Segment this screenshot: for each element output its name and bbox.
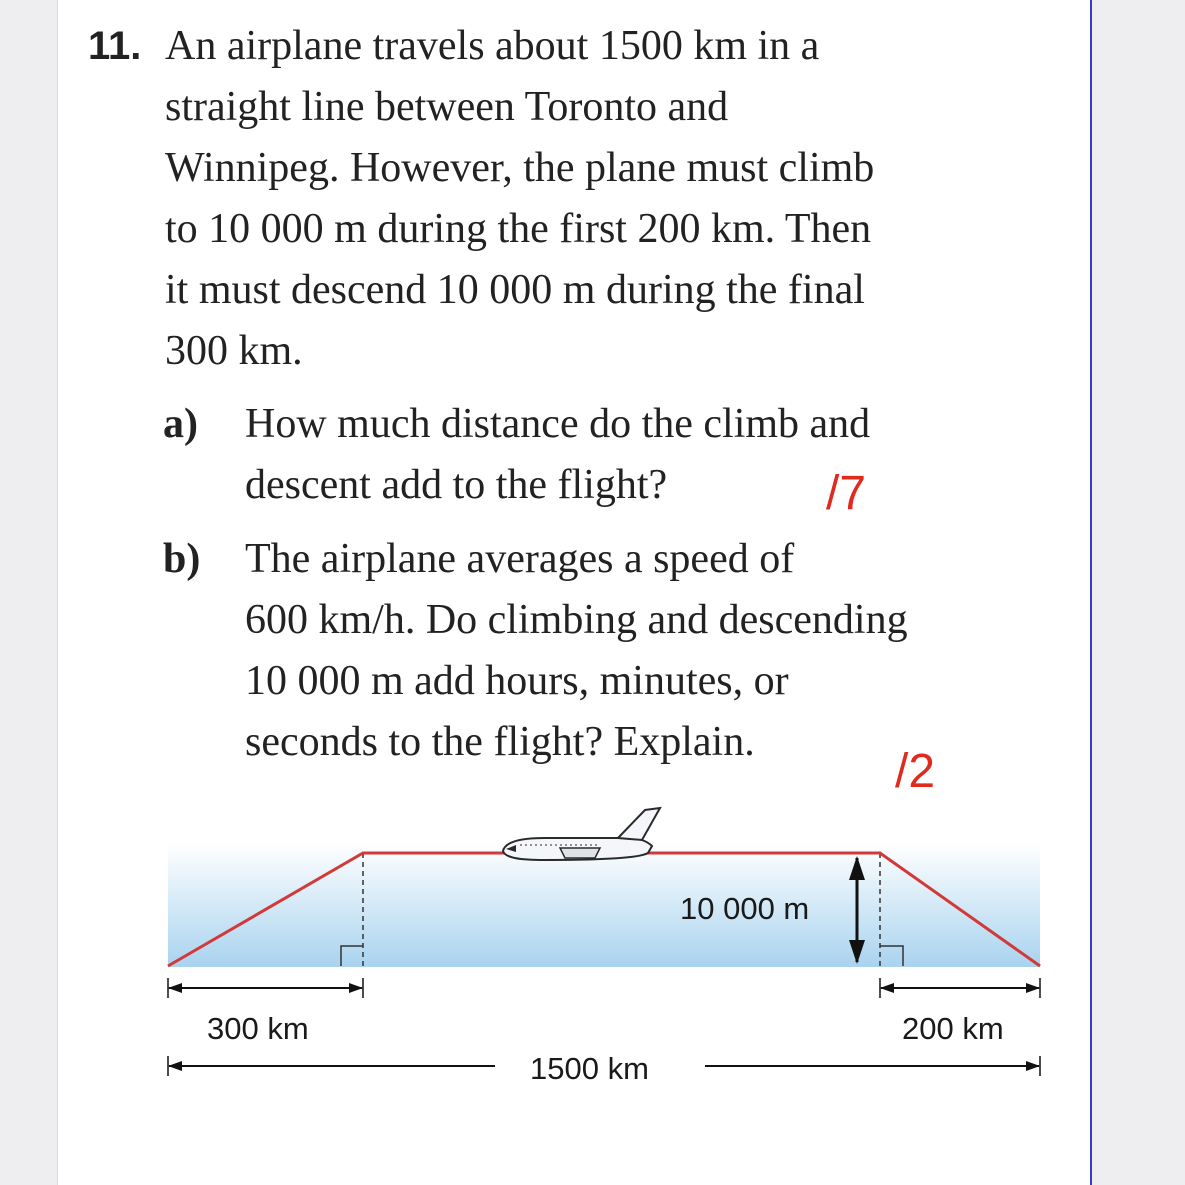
stem-line: 300 km. (165, 328, 303, 374)
stem-line: An airplane travels about 1500 km in a (165, 23, 820, 69)
part-a-line: descent add to the flight? (245, 462, 668, 508)
part-b-mark: /2 (895, 745, 936, 798)
right-segment-label: 200 km (902, 1011, 1004, 1046)
stem-line: Winnipeg. However, the plane must climb (165, 145, 875, 191)
part-a-line: How much distance do the climb and (245, 401, 871, 447)
part-b-label: b) (163, 536, 201, 582)
stem-line: it must descend 10 000 m during the final (165, 267, 865, 313)
stem-line: straight line between Toronto and (165, 84, 729, 130)
part-a-label: a) (163, 401, 198, 447)
question-number: 11. (88, 24, 142, 68)
part-a-mark: /7 (826, 467, 867, 520)
airplane-icon (503, 808, 660, 860)
total-distance-label: 1500 km (530, 1051, 649, 1086)
stem-line: to 10 000 m during the first 200 km. Then (165, 206, 872, 252)
part-b-line: seconds to the flight? Explain. (245, 719, 755, 765)
part-b-line: The airplane averages a speed of (245, 536, 795, 582)
part-b-line: 600 km/h. Do climbing and descending (245, 597, 908, 643)
sky-band (168, 843, 1040, 967)
part-b-line: 10 000 m add hours, minutes, or (245, 658, 789, 704)
left-segment-label: 300 km (207, 1011, 309, 1046)
altitude-label: 10 000 m (680, 891, 810, 926)
